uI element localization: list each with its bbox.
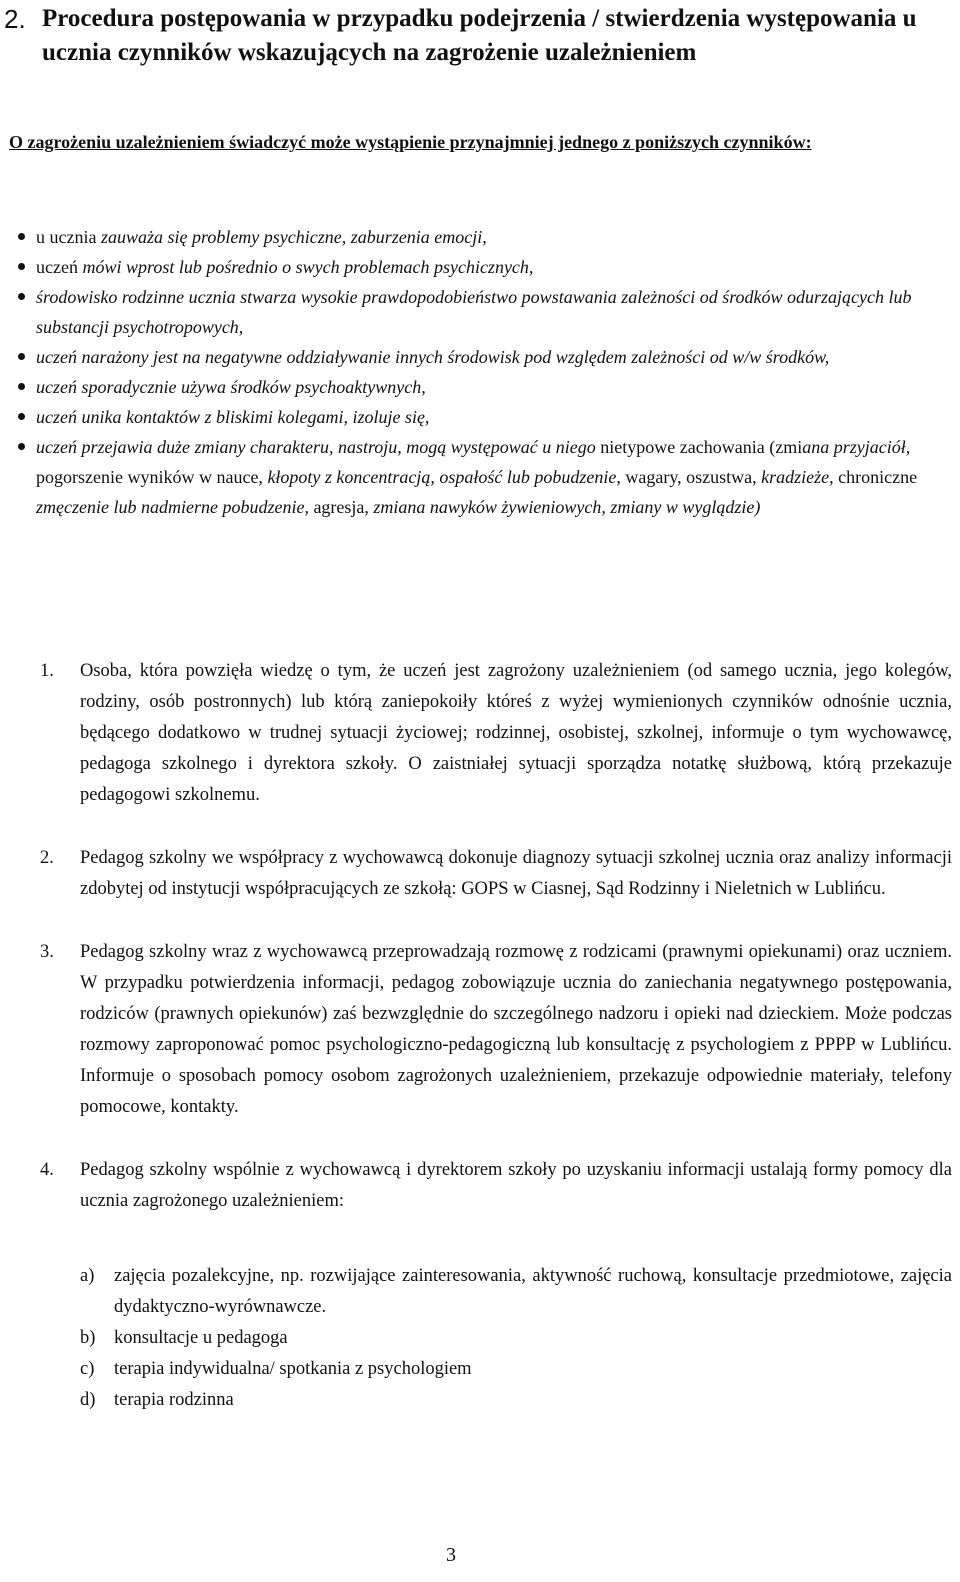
help-forms-list — [80, 1261, 952, 1416]
procedure-step — [40, 656, 952, 811]
item-text: uczeń sporadycznie używa środków psychoaktywnych, — [36, 377, 426, 397]
procedure-step — [40, 1155, 952, 1416]
list-item — [18, 282, 952, 342]
item-text: terapia rodzinna — [114, 1390, 234, 1410]
section-heading — [4, 2, 954, 70]
item-text: terapia indywidualna/ spotkania z psychologiem — [114, 1359, 472, 1379]
item-text-part: , wagary, oszustwa, — [616, 467, 762, 487]
item-text: uczeń unika kontaktów z bliskimi kolegami, izoluje się, — [36, 407, 430, 427]
item-text: konsultacje u pedagoga — [114, 1328, 288, 1348]
step-number: 3. — [40, 942, 54, 962]
item-text: zauważa się problemy psychiczne, zaburzenia emocji, — [96, 227, 487, 247]
help-form-item — [80, 1385, 952, 1416]
item-text-part: uczeń przejawia duże zmiany charakteru, nastroju, mogą występować u niego — [36, 437, 596, 457]
bullet-icon — [18, 413, 25, 420]
bullet-icon — [18, 293, 25, 300]
bullet-icon — [18, 383, 25, 390]
intro-text: O zagrożeniu uzależnieniem świadczyć może wystąpienie przynajmniej jednego z poniższych czynników: — [9, 132, 812, 152]
procedure-step — [40, 843, 952, 905]
section-number: 2. — [4, 4, 26, 34]
bullet-icon — [18, 443, 25, 450]
procedure-steps — [40, 656, 952, 1416]
item-lead: uczeń — [36, 257, 78, 277]
list-item — [18, 342, 952, 372]
list-item — [18, 432, 952, 522]
help-form-item — [80, 1323, 952, 1354]
item-text: zajęcia pozalekcyjne, np. rozwijające zainteresowania, aktywność ruchową, konsultacje przedmiotowe, zajęcia dydaktyczno-wyrównawcze. — [114, 1266, 952, 1317]
list-item — [18, 222, 952, 252]
item-text-part: , chroniczne — [829, 467, 918, 487]
item-text: środowisko rodzinne ucznia stwarza wysokie prawdopodobieństwo powstawania zależności od środków odurzających lub substancji psychotropowych, — [36, 287, 912, 337]
step-number: 2. — [40, 848, 54, 868]
help-form-item — [80, 1354, 952, 1385]
item-text-part: ana przyjaciół, — [802, 437, 911, 457]
item-text-part: zmęczenie lub nadmierne pobudzenie — [36, 497, 305, 517]
item-text-part: kłopoty z koncentracją, ospałość lub pobudzenie — [267, 467, 617, 487]
item-letter: d) — [80, 1390, 96, 1410]
section-title: Procedura postępowania w przypadku podejrzenia / stwierdzenia występowania u ucznia czynników wskazujących na zagrożenie uzależnieniem — [42, 5, 917, 66]
page-number: 3 — [446, 1544, 456, 1566]
item-text-part: nietypowe zachowania (zmi — [595, 437, 803, 457]
step-number: 1. — [40, 661, 54, 681]
item-letter: b) — [80, 1328, 96, 1348]
risk-factors-list — [18, 222, 952, 522]
step-text: Osoba, która powzięła wiedzę o tym, że uczeń jest zagrożony uzależnieniem (od samego ucznia, jego kolegów, rodziny, osób postronnych) lub którą zaniepokoiły któreś z wyżej wymienionych czynników odnośnie ucznia, będącego dodatkowo w trudnej sytuacji życiowej; rodzinnej, osobistej, szkolnej, informuje o tym wychowawcę, pedagoga szkolnego i dyrektora szkoły. O zaistniałej sytuacji sporządza notatkę służbową, którą przekazuje pedagogowi szkolnemu. — [80, 661, 952, 805]
item-text: mówi wprost lub pośrednio o swych problemach psychicznych, — [77, 257, 534, 277]
item-letter: c) — [80, 1359, 95, 1379]
item-letter: a) — [80, 1266, 95, 1286]
procedure-step — [40, 937, 952, 1123]
item-lead: u ucznia — [36, 227, 97, 247]
item-text-part: kradzieże — [761, 467, 830, 487]
step-text: Pedagog szkolny we współpracy z wychowawcą dokonuje diagnozy sytuacji szkolnej ucznia oraz analizy informacji zdobytej od instytucji współpracujących ze szkołą: GOPS w Ciasnej, Sąd Rodzinny i Nieletnich w Lublińcu. — [80, 848, 952, 899]
list-item — [18, 402, 952, 432]
bullet-icon — [18, 263, 25, 270]
item-text: uczeń narażony jest na negatywne oddziaływanie innych środowisk pod względem zależności od w/w środków, — [36, 347, 830, 367]
item-text-part: zmiana nawyków żywieniowych, zmiany w wyglądzie) — [373, 497, 761, 517]
list-item — [18, 252, 952, 282]
help-form-item — [80, 1261, 952, 1323]
bullet-icon — [18, 353, 25, 360]
step-text: Pedagog szkolny wraz z wychowawcą przeprowadzają rozmowę z rodzicami (prawnymi opiekunami) oraz uczniem. W przypadku potwierdzenia informacji, pedagog zobowiązuje ucznia do zaniechania negatywnego postępowania, rodziców (prawnych opiekunów) zaś bezwzględnie do szczególnego nadzoru i opieki nad dzieckiem. Może podczas rozmowy zaproponować pomoc psychologiczno-pedagogiczną lub konsultację z psychologiem z PPPP w Lublińcu. Informuje o sposobach pomocy osobom zagrożonych uzależnieniem, przekazuje odpowiednie materiały, telefony pomocowe, kontakty. — [80, 942, 952, 1117]
item-text-part: pogorszenie wyników w nauce, — [36, 467, 268, 487]
bullet-icon — [18, 233, 25, 240]
step-text: Pedagog szkolny wspólnie z wychowawcą i dyrektorem szkoły po uzyskaniu informacji ustalają formy pomocy dla ucznia zagrożonego uzależnieniem: — [80, 1160, 952, 1211]
item-text-part: , agresja, — [304, 497, 374, 517]
step-number: 4. — [40, 1160, 54, 1180]
list-item — [18, 372, 952, 402]
